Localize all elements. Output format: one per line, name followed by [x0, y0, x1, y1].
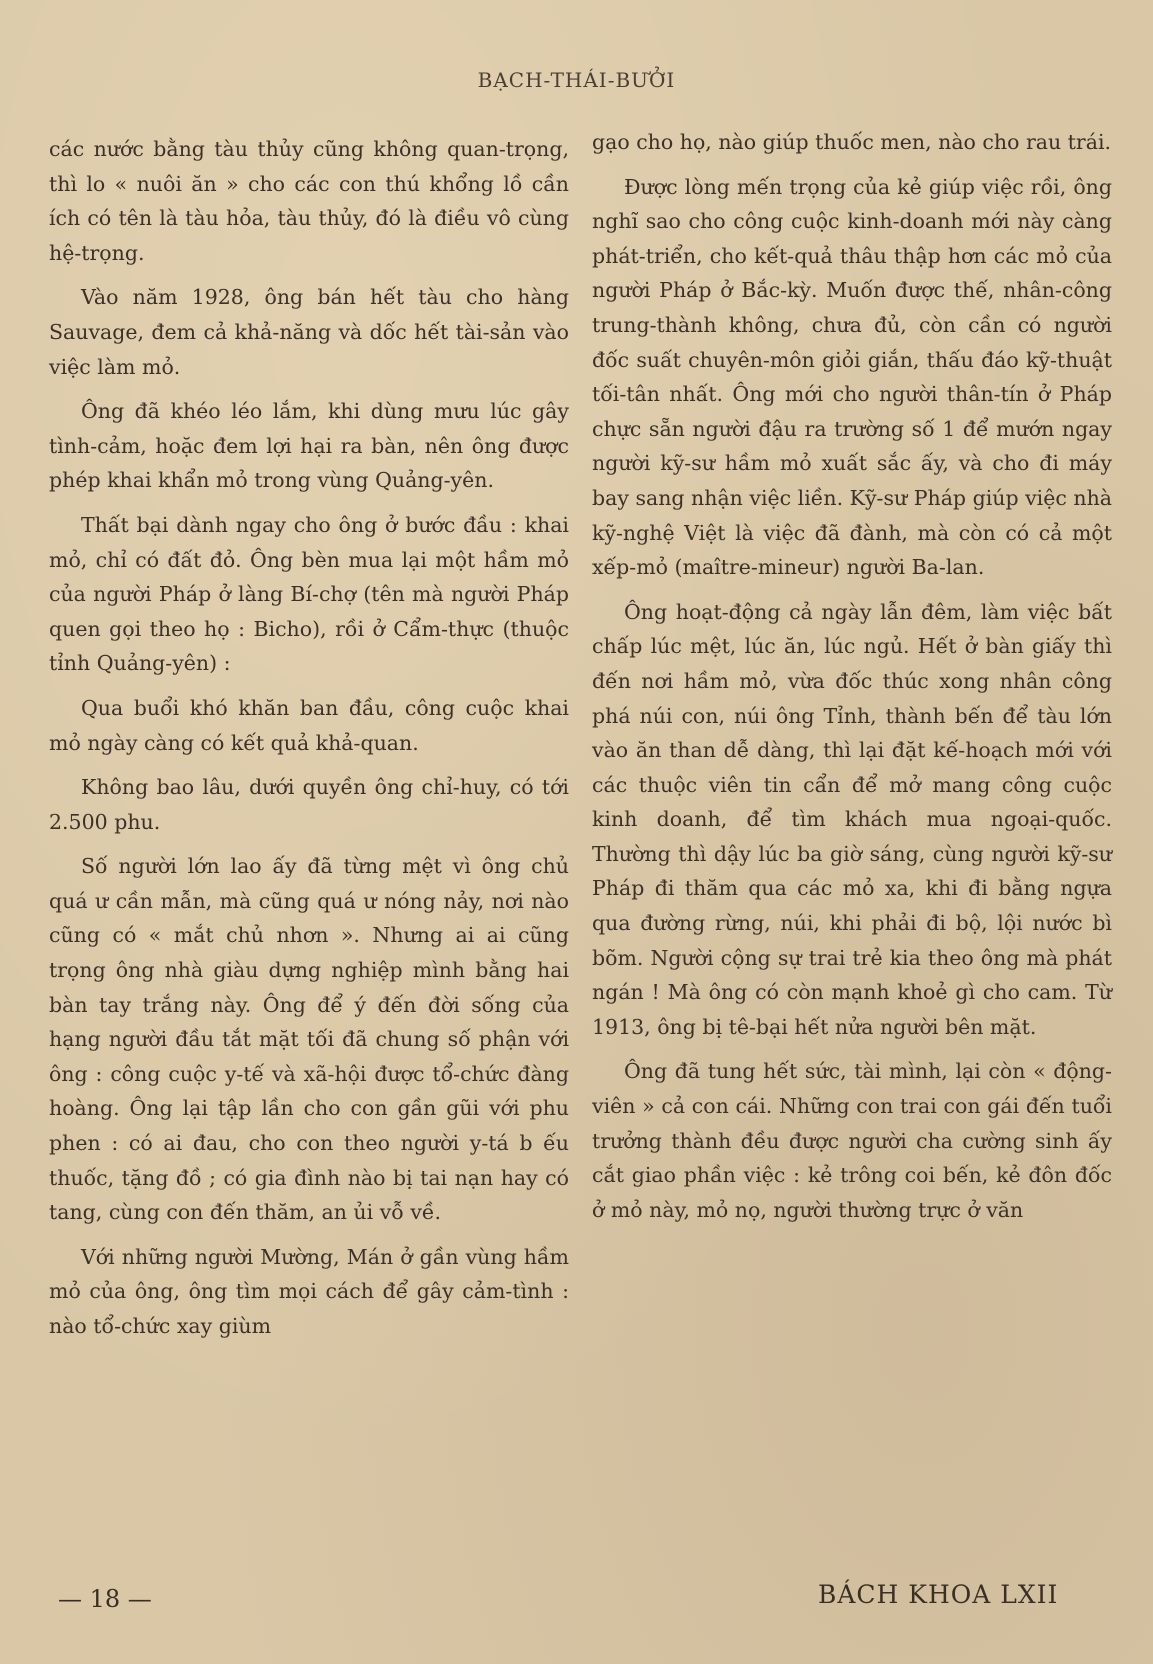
paragraph: Với những người Mường, Mán ở gần vùng hầm mỏ của ông, ông tìm mọi cách để gây cảm-tình : nào tổ-chức xay giùm	[49, 1244, 569, 1338]
paragraph: Ông đã khéo léo lắm, khi dùng mưu lúc gây tình-cảm, hoặc đem lợi hại ra bàn, nên ông được phép khai khẩn mỏ trong vùng Quảng-yên.	[49, 399, 569, 493]
paragraph: Ông hoạt-động cả ngày lẫn đêm, làm việc bất chấp lúc mệt, lúc ăn, lúc ngủ. Hết ở bàn giấy thì đến nơi hầm mỏ, vừa đốc thúc xong nhân công phá núi con, núi ông Tỉnh, thành bến để tàu lớn vào ăn than dễ dàng, thì lại đặt kế-hoạch mới với các thuộc viên tin cẩn để mở mang công cuộc kinh doanh, để tìm khách mua ngoại-quốc. Thường thì dậy lúc ba giờ sáng, cùng người kỹ-sư Pháp đi thăm qua các mỏ xa, khi đi bằng ngựa qua đường rừng, núi, khi phải đi bộ, lội nước bì bõm. Người cộng sự trai trẻ kia theo ông mà phát ngán ! Mà ông có còn mạnh khoẻ gì cho cam. Từ 1913, ông bị tê-bại hết nửa người bên mặt.	[592, 599, 1112, 1039]
paragraph: Không bao lâu, dưới quyền ông chỉ-huy, có tới 2.500 phu.	[49, 775, 569, 834]
right-column	[592, 125, 1112, 1237]
running-title: BẠCH-THÁI-BƯỞI	[477, 68, 676, 92]
magazine-issue: BÁCH KHOA LXII	[818, 1580, 1059, 1609]
paragraph: Vào năm 1928, ông bán hết tàu cho hàng Sauvage, đem cả khả-năng và dốc hết tài-sản vào việc làm mỏ.	[49, 285, 569, 379]
paragraph: Thất bại dành ngay cho ông ở bước đầu : khai mỏ, chỉ có đất đỏ. Ông bèn mua lại một hầm mỏ của người Pháp ở làng Bí-chợ (tên mà người Pháp quen gọi theo họ : Bicho), rồi ở Cẩm-thực (thuộc tỉnh Quảng-yên) :	[49, 512, 569, 676]
page-number: — 18 —	[58, 1585, 152, 1613]
paragraph-continuation: gạo cho họ, nào giúp thuốc men, nào cho rau trái.	[592, 130, 1112, 154]
left-column	[49, 132, 569, 1354]
paragraph: Qua buổi khó khăn ban đầu, công cuộc khai mỏ ngày càng có kết quả khả-quan.	[49, 695, 569, 755]
paragraph: Ông đã tung hết sức, tài mình, lại còn « động-viên » cả con cái. Những con trai con gái đến tuổi trưởng thành đều được người cha cường sinh ấy cắt giao phần việc : kẻ trông coi bến, kẻ đôn đốc ở mỏ này, mỏ nọ, người thường trực ở văn	[592, 1059, 1112, 1222]
paragraph: các nước bằng tàu thủy cũng không quan-trọng, thì lo « nuôi ăn » cho các con thú khổng lồ cần ích có tên là tàu hỏa, tàu thủy, đó là điều vô cùng hệ-trọng.	[49, 137, 569, 265]
paragraph: Số người lớn lao ấy đã từng mệt vì ông chủ quá ư cần mẫn, mà cũng quá ư nóng nảy, nơi nào cũng có « mắt chủ nhơn ». Nhưng ai ai cũng trọng ông nhà giàu dựng nghiệp mình bằng hai bàn tay trắng này. Ông để ý đến đời sống của hạng người đầu tắt mặt tối đã chung số phận với ông : công cuộc y-tế và xã-hội được tổ-chức đàng hoàng. Ông lại tập lần cho con gần gũi với phu phen : có ai đau, cho con theo người y-tá b ếu thuốc, tặng đồ ; có gia đình nào bị tai nạn hay có tang, cùng con đến thăm, an ủi vỗ về.	[49, 854, 569, 1225]
paragraph: Được lòng mến trọng của kẻ giúp việc rồi, ông nghĩ sao cho công cuộc kinh-doanh mới này càng phát-triển, cho kết-quả thâu thập hơn các mỏ của người Pháp ở Bắc-kỳ. Muốn được thế, nhân-công trung-thành không, chưa đủ, còn cần có người đốc suất chuyên-môn giỏi giắn, thấu đáo kỹ-thuật tối-tân nhất. Ông mới cho người thân-tín ở Pháp chực sẵn người đậu ra trường số 1 để mướn ngay người kỹ-sư hầm mỏ xuất sắc ấy, và cho đi máy bay sang nhận việc liền. Kỹ-sư Pháp giúp việc nhà kỹ-nghệ Việt là việc đã đành, mà còn có cả một xếp-mỏ (maître-mineur) người Ba-lan.	[592, 174, 1112, 580]
